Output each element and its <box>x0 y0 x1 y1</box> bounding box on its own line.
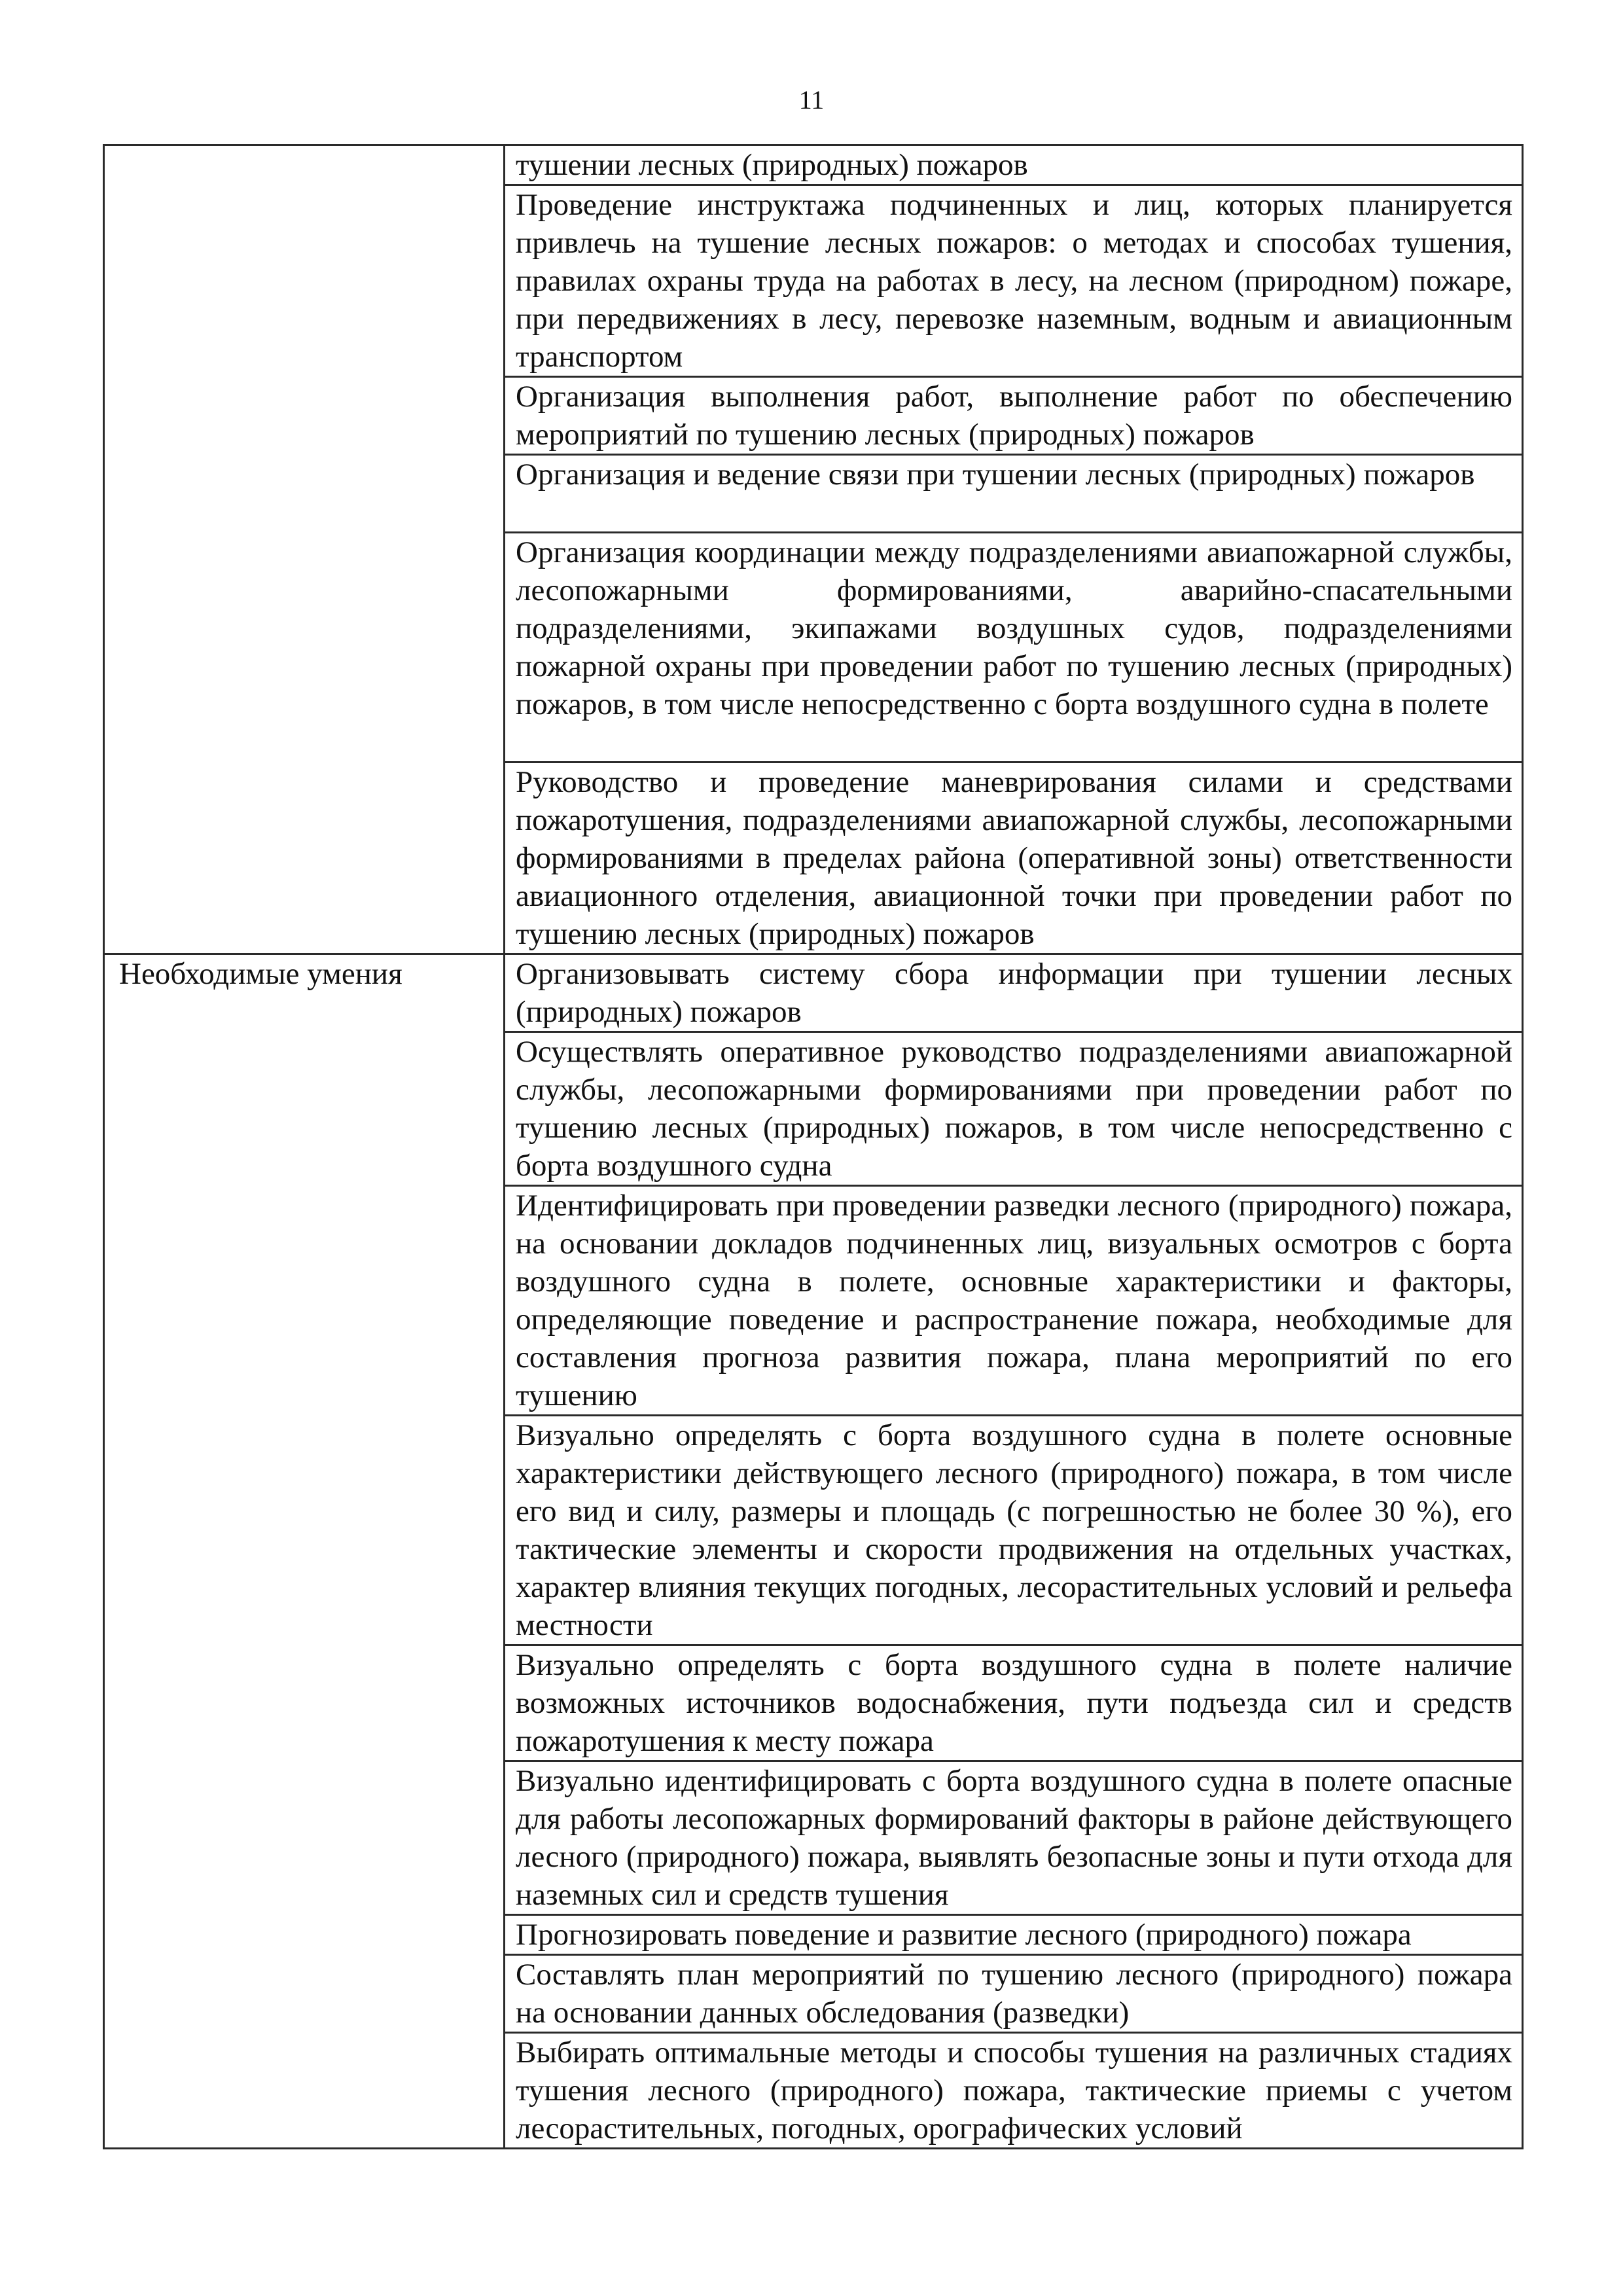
table-cell: Руководство и проведение маневрирования силами и средствами пожаротушения, подразделениями авиапожарной службы, лесопожарными формированиями в пределах района (оперативной зоны) ответственности авиационного отделения, авиационной точки при проведении работ по тушению лесных (природных) пожаров <box>505 762 1523 954</box>
table-cell: Прогнозировать поведение и развитие лесного (природного) пожара <box>505 1915 1523 1955</box>
table-cell: Организация и ведение связи при тушении лесных (природных) пожаров <box>505 455 1523 533</box>
table-row <box>104 954 1523 1032</box>
table-cell: Составлять план мероприятий по тушению лесного (природного) пожара на основании данных обследования (разведки) <box>505 1955 1523 2033</box>
page-number: 11 <box>798 85 825 115</box>
continued-section-label <box>104 145 505 954</box>
table-cell: Организовывать систему сбора информации при тушении лесных (природных) пожаров <box>505 954 1523 1032</box>
table-cell: Выбирать оптимальные методы и способы тушения на различных стадиях тушения лесного (природного) пожара, тактические приемы с учетом лесорастительных, погодных, орографических условий <box>505 2033 1523 2149</box>
table-cell: Визуально определять с борта воздушного судна в полете наличие возможных источников водоснабжения, пути подъезда сил и средств пожаротушения к месту пожара <box>505 1645 1523 1761</box>
table-row <box>104 145 1523 185</box>
table-cell: Идентифицировать при проведении разведки лесного (природного) пожара, на основании докладов подчиненных лиц, визуальных осмотров с борта воздушного судна в полете, основные характеристики и факторы, определяющие поведение и распространение пожара, необходимые для составления прогноза развития пожара, плана мероприятий по его тушению <box>505 1186 1523 1416</box>
table-cell: Проведение инструктажа подчиненных и лиц, которых планируется привлечь на тушение лесных пожаров: о методах и способах тушения, правилах охраны труда на работах в лесу, на лесном (природном) пожаре, при передвижениях в лесу, перевозке наземным, водным и авиационным транспортом <box>505 185 1523 377</box>
table-cell: Организация выполнения работ, выполнение работ по обеспечению мероприятий по тушению лесных (природных) пожаров <box>505 377 1523 455</box>
table-cell: Организация координации между подразделениями авиапожарной службы, лесопожарными формированиями, аварийно-спасательными подразделениями, экипажами воздушных судов, подразделениями пожарной охраны при проведении работ по тушению лесных (природных) пожаров, в том числе непосредственно с борта воздушного судна в полете <box>505 533 1523 762</box>
table-cell: тушении лесных (природных) пожаров <box>505 145 1523 185</box>
table-cell: Визуально определять с борта воздушного судна в полете основные характеристики действующего лесного (природного) пожара, в том числе его вид и силу, размеры и площадь (с погрешностью не более 30 %), его тактические элементы и скорости продвижения на отдельных участках, характер влияния текущих погодных, лесорастительных условий и рельефа местности <box>505 1416 1523 1645</box>
section-label-skills: Необходимые умения <box>104 954 505 2149</box>
table-cell: Визуально идентифицировать с борта воздушного судна в полете опасные для работы лесопожарных формирований факторы в районе действующего лесного (природного) пожара, выявлять безопасные зоны и пути отхода для наземных сил и средств тушения <box>505 1761 1523 1915</box>
table-cell: Осуществлять оперативное руководство подразделениями авиапожарной службы, лесопожарными формированиями при проведении работ по тушению лесных (природных) пожаров, в том числе непосредственно с борта воздушного судна <box>505 1032 1523 1186</box>
competency-table <box>103 144 1524 2149</box>
